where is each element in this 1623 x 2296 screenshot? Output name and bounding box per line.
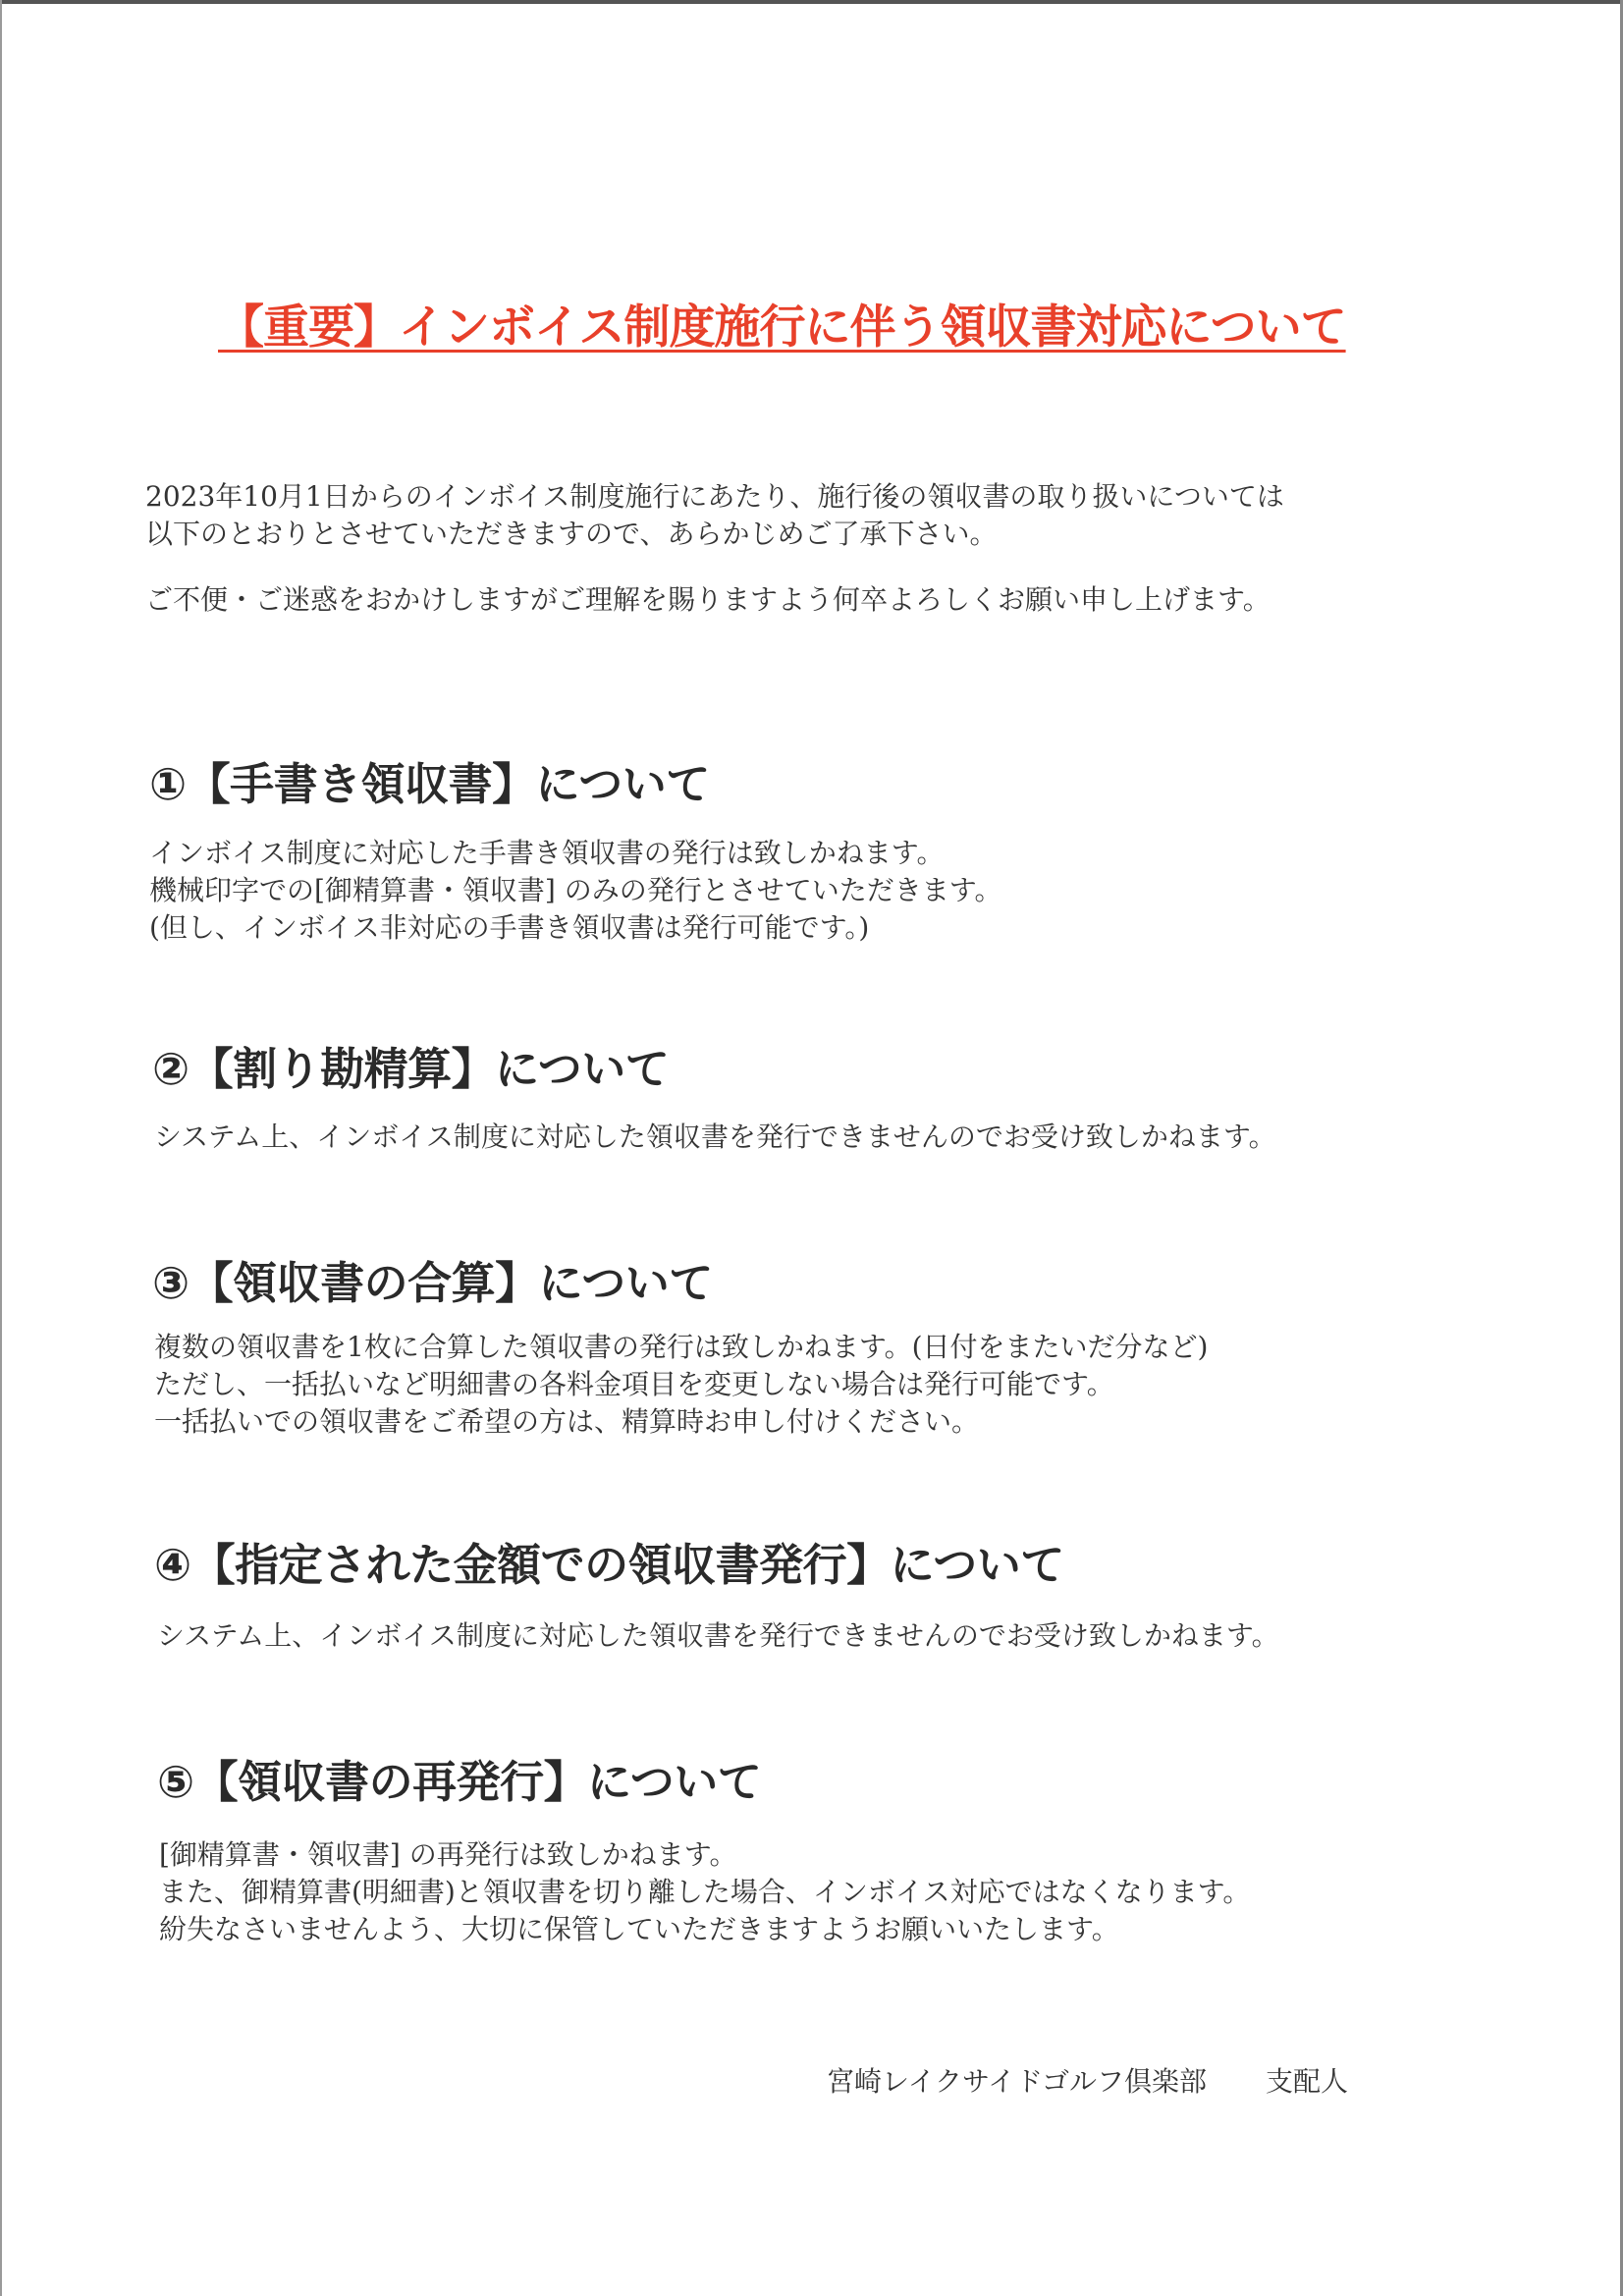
intro-line: 以下のとおりとさせていただきますので、あらかじめご了承下さい。 — [145, 518, 998, 550]
section-line: システム上、インボイス制度に対応した領収書を発行できませんのでお受け致しかねます。 — [157, 1619, 1279, 1652]
section-line: 一括払いでの領収書をご希望の方は、精算時お申し付けください。 — [154, 1405, 980, 1438]
section-body-combined-receipts — [154, 1329, 1208, 1441]
apology-paragraph: ご不便・ご迷惑をおかけしますがご理解を賜りますよう何卒よろしくお願い申し上げます。 — [145, 583, 1271, 616]
section-line: (但し、インボイス非対応の手書き領収書は発行可能です。) — [149, 911, 870, 944]
intro-line: 2023年10月1日からのインボイス制度施行にあたり、施行後の領収書の取り扱いについては — [145, 480, 1284, 513]
section-heading-split-payment: ②【割り勘精算】について — [152, 1043, 670, 1095]
scan-border-left — [0, 0, 2, 2296]
section-heading-reissue: ⑤【領収書の再発行】について — [157, 1756, 762, 1808]
section-heading-combined-receipts: ③【領収書の合算】について — [152, 1257, 713, 1309]
section-heading-handwritten-receipts: ①【手書き領収書】について — [149, 758, 710, 810]
signature-organization: 宮崎レイクサイドゴルフ倶楽部 — [827, 2065, 1207, 2098]
section-line: ただし、一括払いなど明細書の各料金項目を変更しない場合は発行可能です。 — [154, 1368, 1114, 1400]
section-body-handwritten-receipts — [149, 835, 1002, 947]
section-line: 紛失なさいませんよう、大切に保管していただきますようお願いいたします。 — [159, 1913, 1119, 1945]
section-heading-specified-amount: ④【指定された金額での領収書発行】について — [154, 1539, 1064, 1591]
section-body-specified-amount — [157, 1617, 1279, 1655]
section-line: また、御精算書(明細書)と領収書を切り離した場合、インボイス対応ではなくなります。 — [159, 1876, 1251, 1908]
intro-paragraph — [145, 478, 1284, 553]
signature-role: 支配人 — [1265, 2065, 1348, 2098]
section-body-split-payment — [154, 1119, 1276, 1156]
document-title: 【重要】インボイス制度施行に伴う領収書対応について — [218, 301, 1346, 355]
section-line: 複数の領収書を1枚に合算した領収書の発行は致しかねます。(日付をまたいだ分など) — [154, 1331, 1209, 1363]
signature — [827, 2060, 1348, 2100]
section-line: システム上、インボイス制度に対応した領収書を発行できませんのでお受け致しかねます。 — [154, 1121, 1276, 1153]
section-body-reissue — [159, 1836, 1250, 1948]
scan-border-top — [0, 0, 1623, 4]
section-line: インボイス制度に対応した手書き領収書の発行は致しかねます。 — [149, 837, 945, 869]
section-line: 機械印字での[御精算書・領収書] のみの発行とさせていただきます。 — [149, 874, 1002, 906]
section-line: [御精算書・領収書] の再発行は致しかねます。 — [159, 1838, 737, 1871]
